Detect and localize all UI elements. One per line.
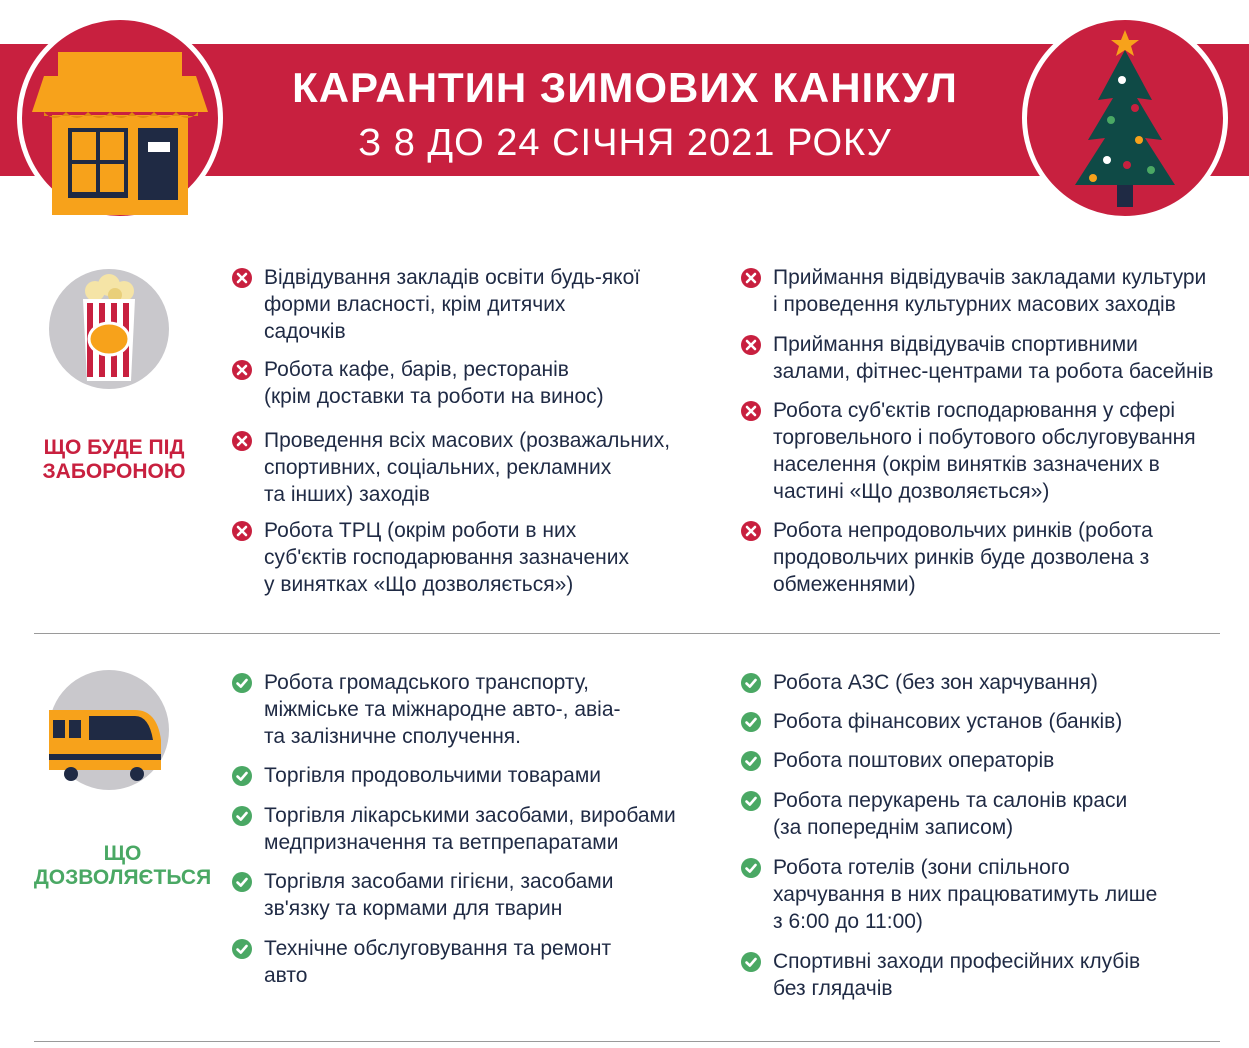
allowed-item: Робота АЗС (без зон харчування) [773,671,1098,694]
page-subtitle: З 8 ДО 24 СІЧНЯ 2021 РОКУ [358,122,892,164]
forbidden-item: Робота ТРЦ (окрім роботи в них суб'єктів господарювання зазначених у винятках «Що дозволяється») [264,519,629,596]
check-icon [741,952,761,972]
bottom-divider [34,1041,1220,1042]
cross-icon [741,401,761,421]
allowed-item: Торгівля продовольчими товарами [264,764,601,787]
allowed-item: Робота перукарень та салонів краси (за попереднім записом) [773,789,1128,839]
forbidden-item: Приймання відвідувачів спортивними залами, фітнес-центрами та робота басейнів [773,333,1214,383]
allowed-item: Торгівля засобами гігієни, засобами зв'язку та кормами для тварин [264,870,614,920]
check-icon [232,673,252,693]
forbidden-item: Робота кафе, барів, ресторанів (крім доставки та роботи на винос) [264,358,604,408]
check-icon [232,806,252,826]
page-title: КАРАНТИН ЗИМОВИХ КАНІКУЛ [292,64,958,111]
cross-icon [741,268,761,288]
check-icon [741,673,761,693]
shop-icon [22,20,218,216]
section-divider [34,633,1220,634]
train-icon [49,670,169,790]
allowed-item: Робота фінансових установ (банків) [773,710,1123,733]
allowed-item: Технічне обслуговування та ремонт авто [264,937,612,987]
check-icon [232,939,252,959]
cross-icon [741,335,761,355]
forbidden-item: Робота суб'єктів господарювання у сфері торговельного і побутового обслуговування населення (окрім винятків зазначених в частині «Що дозволяється») [773,399,1196,503]
forbidden-item: Приймання відвідувачів закладами культури і проведення культурних масових заходів [773,266,1207,316]
allowed-item: Спортивні заходи професійних клубів без глядачів [773,950,1141,1000]
cross-icon [232,431,252,451]
check-icon [232,766,252,786]
shop-badge [17,15,223,221]
christmas-tree-icon [1027,20,1223,216]
allowed-item: Робота готелів (зони спільного харчування в них працюватимуть лише з 6:00 до 11:00) [773,856,1158,933]
forbidden-section-label: ЩО БУДЕ ПІД ЗАБОРОНОЮ [42,436,186,483]
forbidden-icon-circle [49,269,169,389]
cross-icon [232,268,252,288]
allowed-section-label: ЩО ДОЗВОЛЯЄТЬСЯ [33,842,212,889]
cross-icon [232,360,252,380]
check-icon [232,872,252,892]
tree-badge [1022,15,1228,221]
forbidden-item: Робота непродовольчих ринків (робота продовольчих ринків буде дозволена з обмеженнями) [773,519,1153,596]
allowed-item: Робота поштових операторів [773,749,1055,772]
check-icon [741,751,761,771]
allowed-item: Робота громадського транспорту, міжміське та міжнародне авто-, авіа- та залізничне сполучення. [264,671,621,748]
check-icon [741,712,761,732]
check-icon [741,858,761,878]
check-icon [741,791,761,811]
allowed-item: Торгівля лікарськими засобами, виробами медпризначення та ветпрепаратами [264,804,676,854]
allowed-icon-circle [49,670,169,790]
forbidden-item: Проведення всіх масових (розважальних, спортивних, соціальних, рекламних та інших) заходів [264,429,671,506]
forbidden-item: Відвідування закладів освіти будь-якої форми власності, крім дитячих садочків [264,266,641,343]
cross-icon [232,521,252,541]
popcorn-icon [49,269,169,389]
cross-icon [741,521,761,541]
